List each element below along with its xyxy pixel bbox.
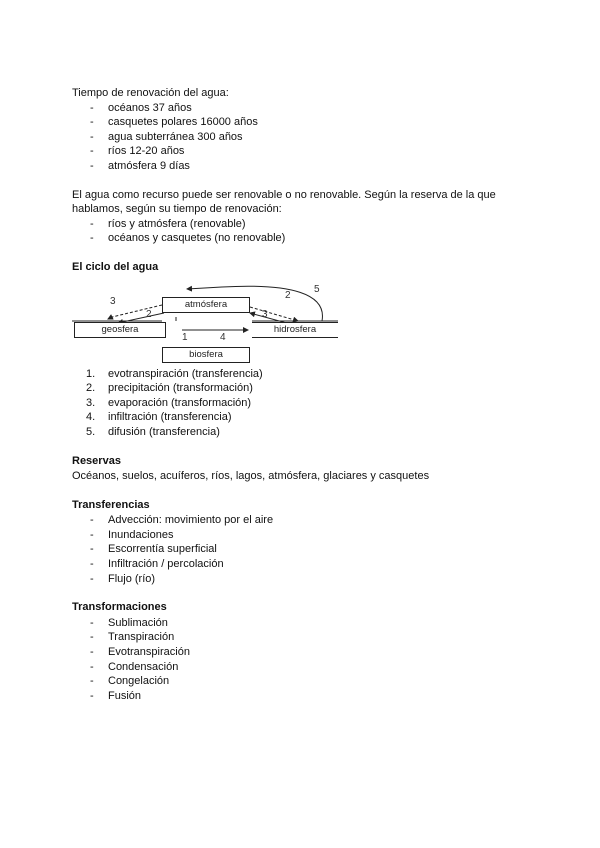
reservas-heading: Reservas bbox=[72, 454, 121, 467]
transformaciones-list bbox=[72, 616, 532, 704]
biosfera-box: biosfera bbox=[162, 347, 250, 363]
list-item: - Evotranspiración bbox=[72, 645, 532, 660]
label-3-left: 3 bbox=[110, 295, 116, 307]
list-item: - Flujo (río) bbox=[72, 572, 532, 587]
list-item: - Inundaciones bbox=[72, 528, 532, 543]
label-1: 1 bbox=[182, 331, 188, 343]
list-item: 1. evotranspiración (transferencia) bbox=[86, 367, 263, 380]
document-page bbox=[72, 86, 532, 703]
list-item: - Congelación bbox=[72, 674, 532, 689]
renewal-list bbox=[72, 101, 532, 174]
geosfera-box: geosfera bbox=[74, 322, 166, 338]
label-3-right: 3 bbox=[262, 308, 268, 320]
list-item: - Escorrentía superficial bbox=[72, 542, 532, 557]
label-2-left: 2 bbox=[146, 308, 152, 320]
list-item: - Sublimación bbox=[72, 616, 532, 631]
list-item: - agua subterránea 300 años bbox=[72, 130, 532, 145]
water-cycle-diagram bbox=[72, 279, 372, 367]
list-item: 2. precipitación (transformación) bbox=[86, 382, 253, 395]
label-5: 5 bbox=[314, 283, 320, 295]
list-item: - océanos y casquetes (no renovable) bbox=[72, 231, 532, 246]
list-item: - casquetes polares 16000 años bbox=[72, 115, 532, 130]
list-item: - atmósfera 9 días bbox=[72, 159, 532, 174]
arrow-2-right bbox=[250, 307, 298, 321]
list-item: - Fusión bbox=[72, 689, 532, 704]
renewal-title: Tiempo de renovación del agua: bbox=[72, 87, 229, 99]
resource-paragraph: El agua como recurso puede ser renovable o no renovable. Según la reserva de la que hablamos, según su tiempo de renovación: bbox=[72, 188, 496, 216]
list-item: 3. evaporación (transformación) bbox=[86, 396, 252, 409]
atmosfera-box: atmósfera bbox=[162, 297, 250, 313]
list-item: - Infiltración / percolación bbox=[72, 557, 532, 572]
reservas-text: Océanos, suelos, acuíferos, ríos, lagos, atmósfera, glaciares y casquetes bbox=[72, 470, 430, 483]
list-item: - Advección: movimiento por el aire bbox=[72, 513, 532, 528]
list-item: - ríos 12-20 años bbox=[72, 144, 532, 159]
cycle-heading: El ciclo del agua bbox=[72, 260, 159, 273]
list-item: - Transpiración bbox=[72, 630, 532, 645]
label-2-right: 2 bbox=[285, 289, 291, 301]
label-4: 4 bbox=[220, 331, 226, 343]
transformaciones-heading: Transformaciones bbox=[72, 601, 167, 614]
transferencias-heading: Transferencias bbox=[72, 498, 150, 511]
list-item: - Condensación bbox=[72, 660, 532, 675]
list-item: - ríos y atmósfera (renovable) bbox=[72, 217, 532, 232]
resource-list bbox=[72, 217, 532, 246]
list-item: 4. infiltración (transferencia) bbox=[86, 411, 232, 424]
list-item: - océanos 37 años bbox=[72, 101, 532, 116]
hidrosfera-box: hidrosfera bbox=[252, 322, 338, 338]
cycle-list bbox=[72, 367, 532, 440]
list-item: 5. difusión (transferencia) bbox=[86, 425, 220, 438]
transferencias-list bbox=[72, 513, 532, 586]
